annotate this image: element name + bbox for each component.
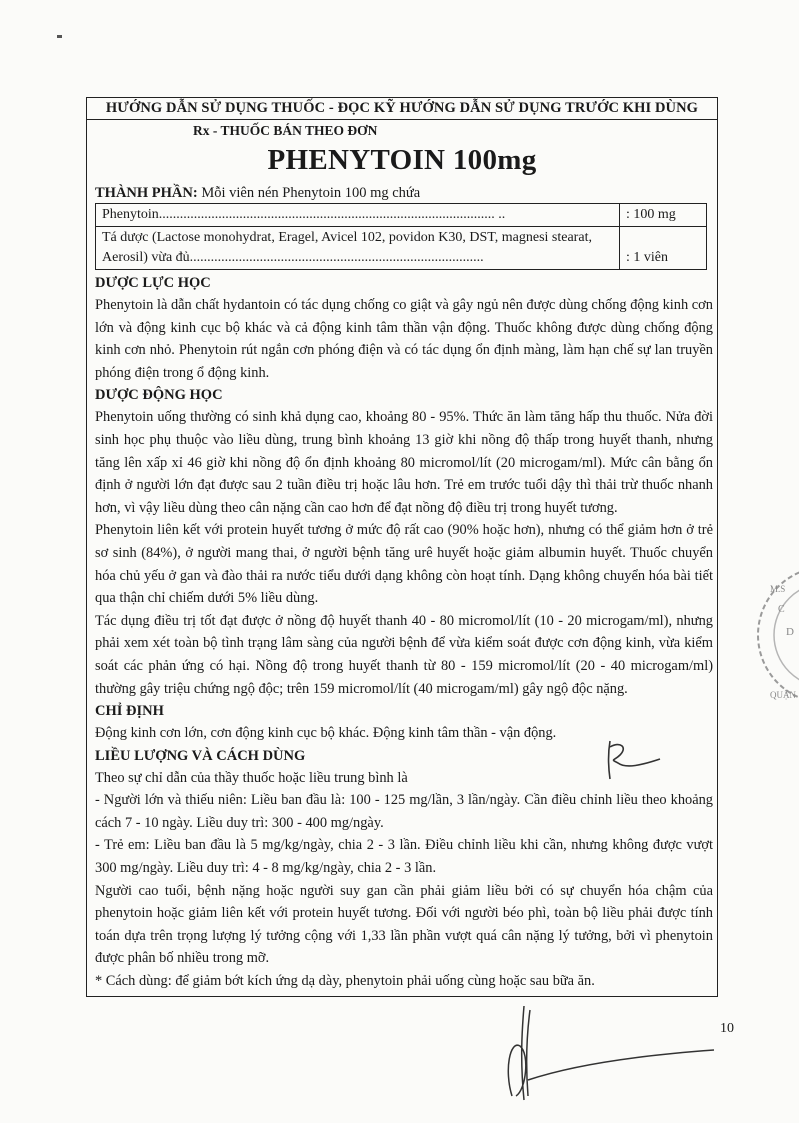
- composition-table: [95, 203, 707, 270]
- ingredient-amount: : 1 viên: [620, 227, 707, 270]
- svg-text:QUẬN: QUẬN: [770, 690, 796, 700]
- leaflet-content: [95, 272, 713, 993]
- leaflet-header: HƯỚNG DẪN SỬ DỤNG THUỐC - ĐỌC KỸ HƯỚNG DẪN SỬ DỤNG TRƯỚC KHI DÙNG: [87, 98, 717, 120]
- svg-text:D: D: [786, 626, 794, 638]
- ingredient-name: Phenytoin................................................................................................ ..: [96, 204, 620, 227]
- rx-label: Rx - THUỐC BÁN THEO ĐƠN: [193, 123, 378, 138]
- composition-intro-text: Mỗi viên nén Phenytoin 100 mg chứa: [201, 185, 421, 201]
- section-paragraph: * Cách dùng: để giảm bớt kích ứng dạ dày, phenytoin phải uống cùng hoặc sau bữa ăn.: [95, 973, 595, 990]
- composition-row: [96, 204, 707, 227]
- page-number: 10: [720, 1021, 734, 1036]
- svg-text:C: C: [778, 604, 785, 615]
- svg-text:M.S: M.S: [770, 584, 786, 594]
- leaflet-frame: [86, 97, 718, 997]
- section-paragraph: Động kinh cơn lớn, cơn động kinh cục bộ khác. Động kinh tâm thần - vận động.: [95, 725, 557, 742]
- section-paragraph: - Trẻ em: Liều ban đầu là 5 mg/kg/ngày, chia 2 - 3 lần. Điều chỉnh liều khi cần, nhưng không được vượt 300 mg/ngày. Liều duy trì: 4 - 8 mg/kg/ngày, chia 2 - 3 lần.: [95, 837, 713, 877]
- section-paragraph: Phenytoin là dẫn chất hydantoin có tác dụng chống co giật và gây ngủ nên được dùng chống động kinh cơn lớn và động kinh cục bộ khác và cả động kinh tâm thần vận động. Thuốc không được dùng chống động kinh cơn nhỏ. Phenytoin rút ngắn cơn phóng điện và có tác dụng ổn định màng, làm hạn chế sự lan truyền phóng điện trong ổ động kinh.: [95, 297, 713, 381]
- scan-mark: [57, 35, 62, 38]
- composition-label: THÀNH PHẦN:: [95, 185, 198, 201]
- section-paragraph: Phenytoin uống thường có sinh khả dụng cao, khoảng 80 - 95%. Thức ăn làm tăng hấp thu thuốc. Nửa đời sinh học phụ thuộc vào liều dùng, trung bình khoảng 13 giờ khi nồng độ thấp trong huyết thanh, nhưng tăng lên xấp xỉ 46 giờ khi nồng độ ổn định khoảng 80 micromol/lít (20 microgam/ml). Mức cân bằng ổn định ở người lớn đạt được sau 2 tuần điều trị hoặc lâu hơn. Trẻ em trước tuổi dậy thì thải trừ thuốc nhanh hơn, vì vậy liều dùng theo cân nặng cần cao hơn để đạt nồng độ điều trị trong huyết tương.: [95, 409, 713, 516]
- ingredient-amount: : 100 mg: [620, 204, 707, 227]
- product-title: PHENYTOIN 100mg: [267, 144, 537, 176]
- ingredient-name: Tá dược (Lactose monohydrat, Eragel, Avicel 102, povidon K30, DST, magnesi stearat, Aerosil) vừa đủ....................................................................................: [96, 227, 620, 270]
- section-heading-dosage: LIỀU LƯỢNG VÀ CÁCH DÙNG: [95, 747, 306, 764]
- section-heading-pharmacokinetics: DƯỢC ĐỘNG HỌC: [95, 387, 223, 404]
- section-heading-pharmacodynamics: DƯỢC LỰC HỌC: [95, 275, 211, 291]
- section-paragraph: Theo sự chỉ dẫn của thầy thuốc hoặc liều trung bình là: [95, 769, 408, 786]
- section-paragraph: Phenytoin liên kết với protein huyết tương ở mức độ rất cao (90% hoặc hơn), nhưng có thể giảm hơn ở trẻ sơ sinh (84%), ở người mang thai, ở người bệnh tăng urê huyết hoặc giảm albumin huyết. Thuốc chuyển hóa chủ yếu ở gan và đào thải ra nước tiểu dưới dạng không còn hoạt tính. Dạng không chuyển hóa bài tiết qua thận chỉ chiếm dưới 5% liều dùng.: [95, 522, 713, 607]
- section-paragraph: Tác dụng điều trị tốt đạt được ở nồng độ huyết thanh 40 - 80 micromol/lít (10 - 20 microgam/ml), nhưng phải xem xét toàn bộ tình trạng lâm sàng của người bệnh để vừa kiểm soát được cơn động kinh, vừa kiểm soát các phản ứng có hại. Nồng độ trong huyết thanh từ 80 - 159 micromol/lít (20 - 40 microgam/ml) thường gây triệu chứng ngộ độc; trên 159 micromol/lít (40 microgam/ml) gây ngộ độc nặng.: [95, 612, 713, 697]
- initials-signature: [596, 735, 666, 785]
- section-heading-indications: CHỈ ĐỊNH: [95, 703, 164, 720]
- composition-row: [96, 227, 707, 270]
- section-paragraph: Người cao tuổi, bệnh nặng hoặc người suy gan cần phải giảm liều bởi có sự chuyển hóa chậm của phenytoin hoặc giảm liên kết với protein huyết tương. Đối với người béo phì, toàn bộ liều phải được tính toán dựa trên trọng lượng lý tưởng cộng với 1,33 lần phần vượt quá cân nặng lý tưởng, bởi vì phenytoin được phân bố nhiều trong mỡ.: [95, 882, 713, 967]
- official-seal: [756, 540, 799, 750]
- handwritten-signature: [490, 1000, 720, 1110]
- composition-intro: [95, 185, 420, 202]
- section-paragraph: - Người lớn và thiếu niên: Liều ban đầu là: 100 - 125 mg/lần, 3 lần/ngày. Cần điều chỉnh liều theo khoảng cách 7 - 10 ngày. Liều duy trì: 300 - 400 mg/ngày.: [95, 792, 713, 831]
